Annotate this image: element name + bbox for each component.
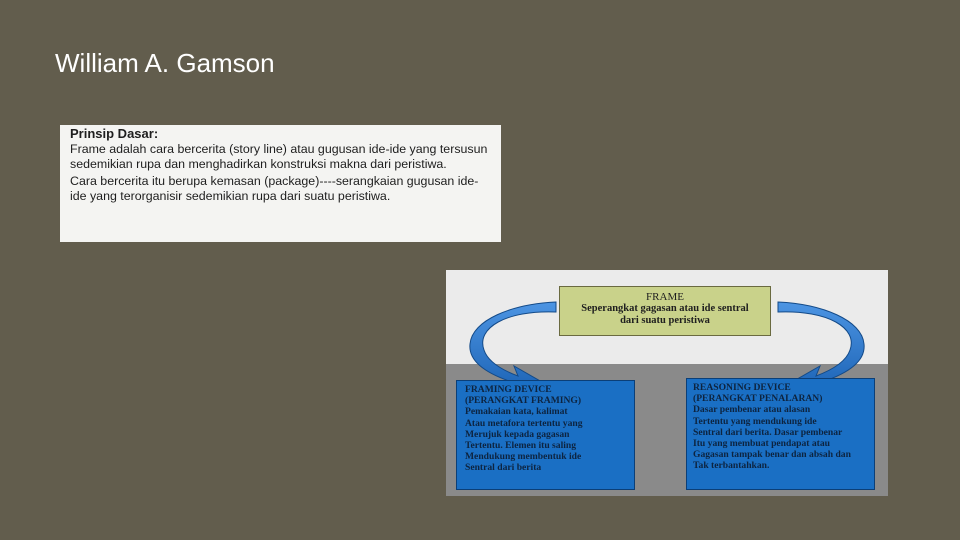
principle-text-image	[60, 125, 501, 242]
framing-device-line: (PERANGKAT FRAMING)	[465, 395, 582, 407]
reasoning-device-line: Dasar pembenar atau alasan	[693, 404, 811, 416]
frame-box	[559, 286, 771, 336]
reasoning-device-line: Gagasan tampak benar dan absah dan	[693, 449, 851, 461]
framing-device-line: Sentral dari berita	[465, 462, 542, 474]
framing-device-line: Pemakaian kata, kalimat	[465, 406, 568, 418]
reasoning-device-line: Tak terbantahkan.	[693, 460, 770, 472]
principle-paragraph-2: Cara bercerita itu berupa kemasan (package)----serangkaian gugusan ide-ide yang terorganisir sedemikian rupa dari suatu peristiwa.	[70, 174, 479, 203]
frame-description-line-1: Seperangkat gagasan atau ide sentral	[581, 303, 749, 314]
frame-title: FRAME	[646, 291, 684, 303]
reasoning-device-line: Sentral dari berita. Dasar pembenar	[693, 426, 843, 438]
slide-title: William A. Gamson	[55, 48, 275, 78]
framing-diagram	[446, 270, 888, 496]
reasoning-device-line: (PERANGKAT PENALARAN)	[693, 393, 823, 405]
framing-device-line: Merujuk kepada gagasan	[465, 428, 570, 440]
framing-device-line: FRAMING DEVICE	[465, 384, 552, 395]
framing-device-line: Mendukung membentuk ide	[465, 451, 582, 463]
reasoning-device-line: REASONING DEVICE	[693, 382, 791, 393]
reasoning-device-line: Tertentu yang mendukung ide	[693, 415, 817, 427]
framing-device-box	[456, 380, 635, 490]
left-curved-arrow-icon	[470, 302, 556, 392]
reasoning-device-box	[686, 378, 875, 490]
principle-heading: Prinsip Dasar:	[70, 126, 159, 141]
framing-device-line: Tertentu. Elemen itu saling	[465, 440, 577, 452]
frame-description-line-2: dari suatu peristiwa	[620, 315, 710, 326]
reasoning-device-line: Itu yang membuat pendapat atau	[693, 438, 831, 450]
framing-device-line: Atau metafora tertentu yang	[465, 417, 583, 429]
principle-paragraph-1: Frame adalah cara bercerita (story line) atau gugusan ide-ide yang tersusun sedemikian rupa dan menghadirkan konstruksi makna dari peristiwa.	[70, 142, 488, 171]
